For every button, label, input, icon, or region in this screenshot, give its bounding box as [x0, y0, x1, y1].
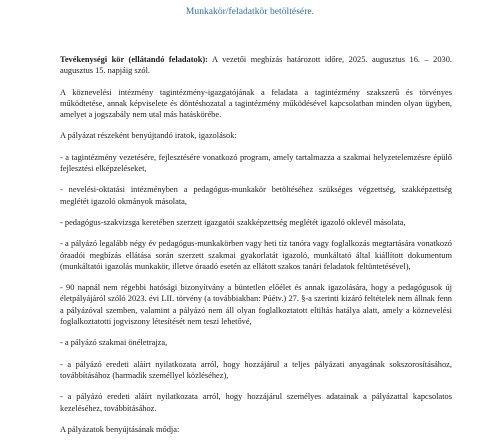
document-list-item: - pedagógus-szakvizsga keretében szerzett igazgatói szakképzettség meglétét igazoló oklevél másolata,	[60, 217, 406, 227]
document-list-item: - a pályázó eredeti aláírt nyilatkozata arról, hogy hozzájárul a teljes pályázati anyagának sokszorosításához, továbbításához (harmadik személlyel közléséhez),	[60, 359, 452, 380]
document-list-item: - a pályázó legalább négy év pedagógus-munkakörben vagy heti tíz tanóra vagy foglalkozás megtartására vonatkozó óraadói megbízás ellátása során szerzett szakmai gyakorlatát igazoló, munkáltató által kiállított dokumentum (munkáltatói igazolás munkakör, illetve óraadó esetén az ellátott szakos tanári feladatok feltüntetésével),	[60, 239, 452, 271]
document-list-item: - a tagintézmény vezetésére, fejlesztésére vonatkozó program, amely tartalmazza a szakmai helyzetelemzésre épülő fejlesztési elképzeléseket,	[60, 152, 452, 174]
activity-label: Tevékenységi kör (ellátandó feladatok):	[60, 55, 208, 64]
duties-paragraph: A köznevelési intézmény tagintézmény-igazgatójának a feladata a tagintézmény szakszerű és törvényes működtetése, annak képviselete és döntéshozatal a tagintézmény működésével kapcsolatban minden olyan ügyben, amelyet a jogszabály nem utal más hatáskörébe.	[60, 87, 452, 120]
document-body	[60, 54, 452, 445]
document-subtitle: Munkakör/feladatkör betöltésére.	[185, 7, 315, 17]
document-list-item: - nevelési-oktatási intézményben a pedagógus-munkakör betöltéséhez szükséges végzettség, szakképzettség meglétét igazoló okmányok másolata,	[60, 185, 452, 206]
cut-off-title-line	[150, 0, 350, 3]
activity-paragraph	[60, 54, 452, 77]
documents-intro: A pályázat részeként benyújtandó iratok, igazolások:	[60, 131, 237, 141]
document-list-item: - a pályázó eredeti aláírt nyilatkozata arról, hogy hozzájárul személyes adatainak a pályázattal kapcsolatos kezeléséhez, továbbításához.	[60, 392, 452, 413]
submission-heading: A pályázatok benyújtásának módja:	[60, 424, 180, 434]
document-list-item: - 90 napnál nem régebbi hatósági bizonyítvány a büntetlen előélet és annak igazolására, hogy a pedagógusok új életpályájáról szóló 2023. évi LII. törvény (a továbbiakban: Púétv.) 27. §-a szerinti kizáró feltételek nem állnak fenn a pályázóval szemben, valamint a pályázó nem áll olyan foglalkoztatott eltiltás hatálya alatt, amely a köznevelési foglalkoztatotti jogviszony létesítését nem teszi lehetővé,	[60, 283, 452, 327]
document-list-item: - a pályázó szakmai önéletrajza,	[60, 338, 168, 348]
activity-text: A vezetői megbízás határozott időre, 2025. augusztus 16. – 2030. augusztus 15. napjáig szól.	[60, 55, 452, 76]
